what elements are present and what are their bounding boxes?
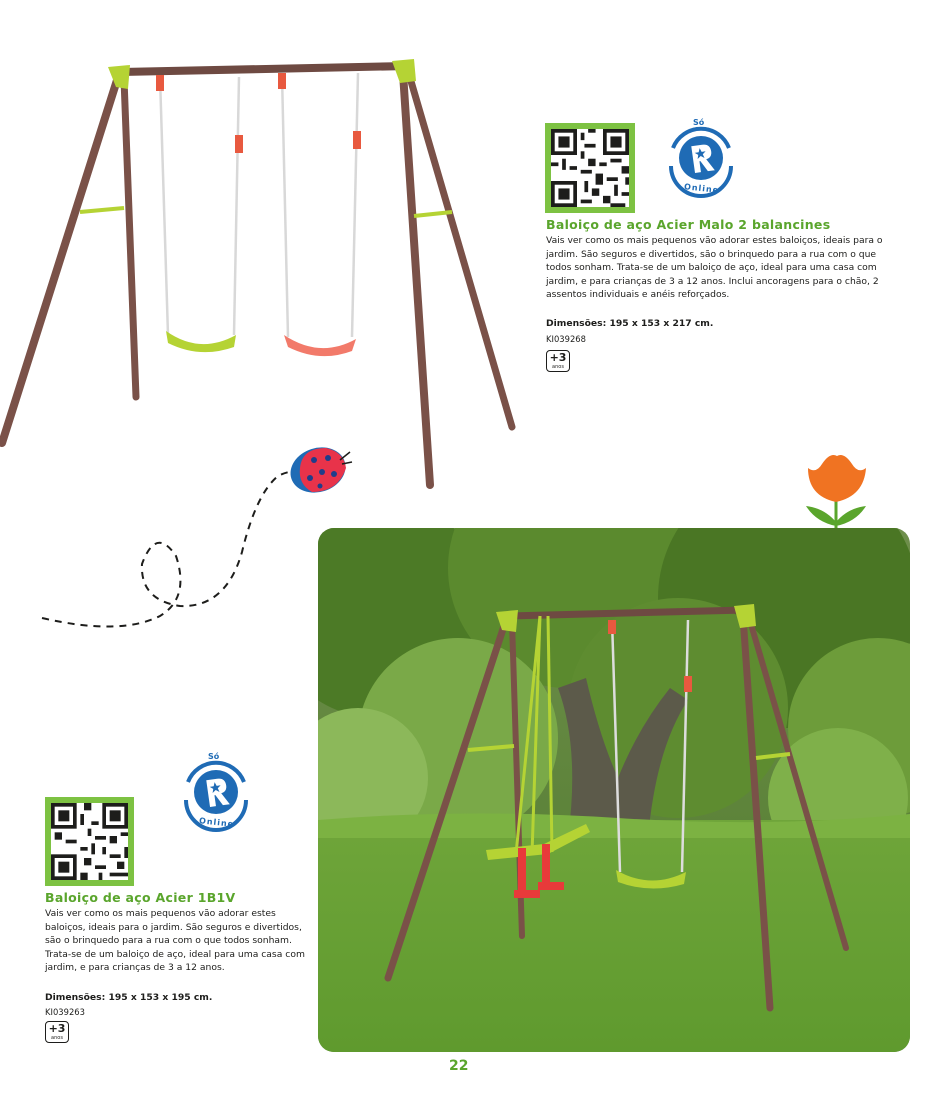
product-dimensions: Dimensões: 195 x 153 x 217 cm. bbox=[546, 318, 714, 329]
age-value: +3 bbox=[48, 1022, 66, 1035]
ladybug-icon bbox=[285, 440, 352, 499]
swing-malo-product-image bbox=[0, 55, 520, 495]
product-title: Baloiço de aço Acier Malo 2 balancines bbox=[546, 217, 831, 232]
age-value: +3 bbox=[549, 351, 567, 364]
online-badge-bottom-text: Online bbox=[683, 182, 720, 195]
online-badge-top-text: Só bbox=[208, 752, 220, 761]
online-badge-top-text: Só bbox=[693, 118, 705, 127]
age-badge bbox=[546, 350, 570, 372]
product-code: KI039263 bbox=[45, 1007, 85, 1017]
age-unit: anos bbox=[51, 1035, 63, 1041]
product-code: KI039268 bbox=[546, 334, 586, 344]
qr-code-malo[interactable] bbox=[545, 123, 635, 213]
tulip-flower-decoration bbox=[800, 450, 874, 532]
age-badge bbox=[45, 1021, 69, 1043]
online-only-badge bbox=[175, 752, 257, 834]
online-badge-bottom-text: Online bbox=[198, 816, 235, 829]
qr-code-icon bbox=[51, 803, 128, 880]
page-number: 22 bbox=[449, 1058, 469, 1074]
product-dimensions: Dimensões: 195 x 153 x 195 cm. bbox=[45, 992, 213, 1003]
product-description: Vais ver como os mais pequenos vão adorar estes baloiços, ideais para o jardim. São seguros e divertidos, são o brinquedo para a rua com o que todos sonham. Trata-se de um baloiço de aço, ideal para uma casa com jardim, e para crianças de 3 a 12 anos. bbox=[45, 908, 305, 974]
qr-code-icon bbox=[551, 129, 629, 207]
age-unit: anos bbox=[552, 364, 564, 370]
product-description: Vais ver como os mais pequenos vão adorar estes baloiços, ideais para o jardim. São seguros e divertidos, são o brinquedo para a rua com o que todos sonham. Trata-se de um baloiço de aço, ideal para uma casa com jardim, e para crianças de 3 a 12 anos. Inclui ancoragens para o chão, 2 assentos individuais e anéis reforçados. bbox=[546, 235, 883, 301]
qr-code-acier[interactable] bbox=[45, 797, 134, 886]
product-title: Baloiço de aço Acier 1B1V bbox=[45, 890, 236, 905]
swing-acier-product-photo bbox=[318, 528, 910, 1052]
online-only-badge bbox=[660, 118, 742, 200]
